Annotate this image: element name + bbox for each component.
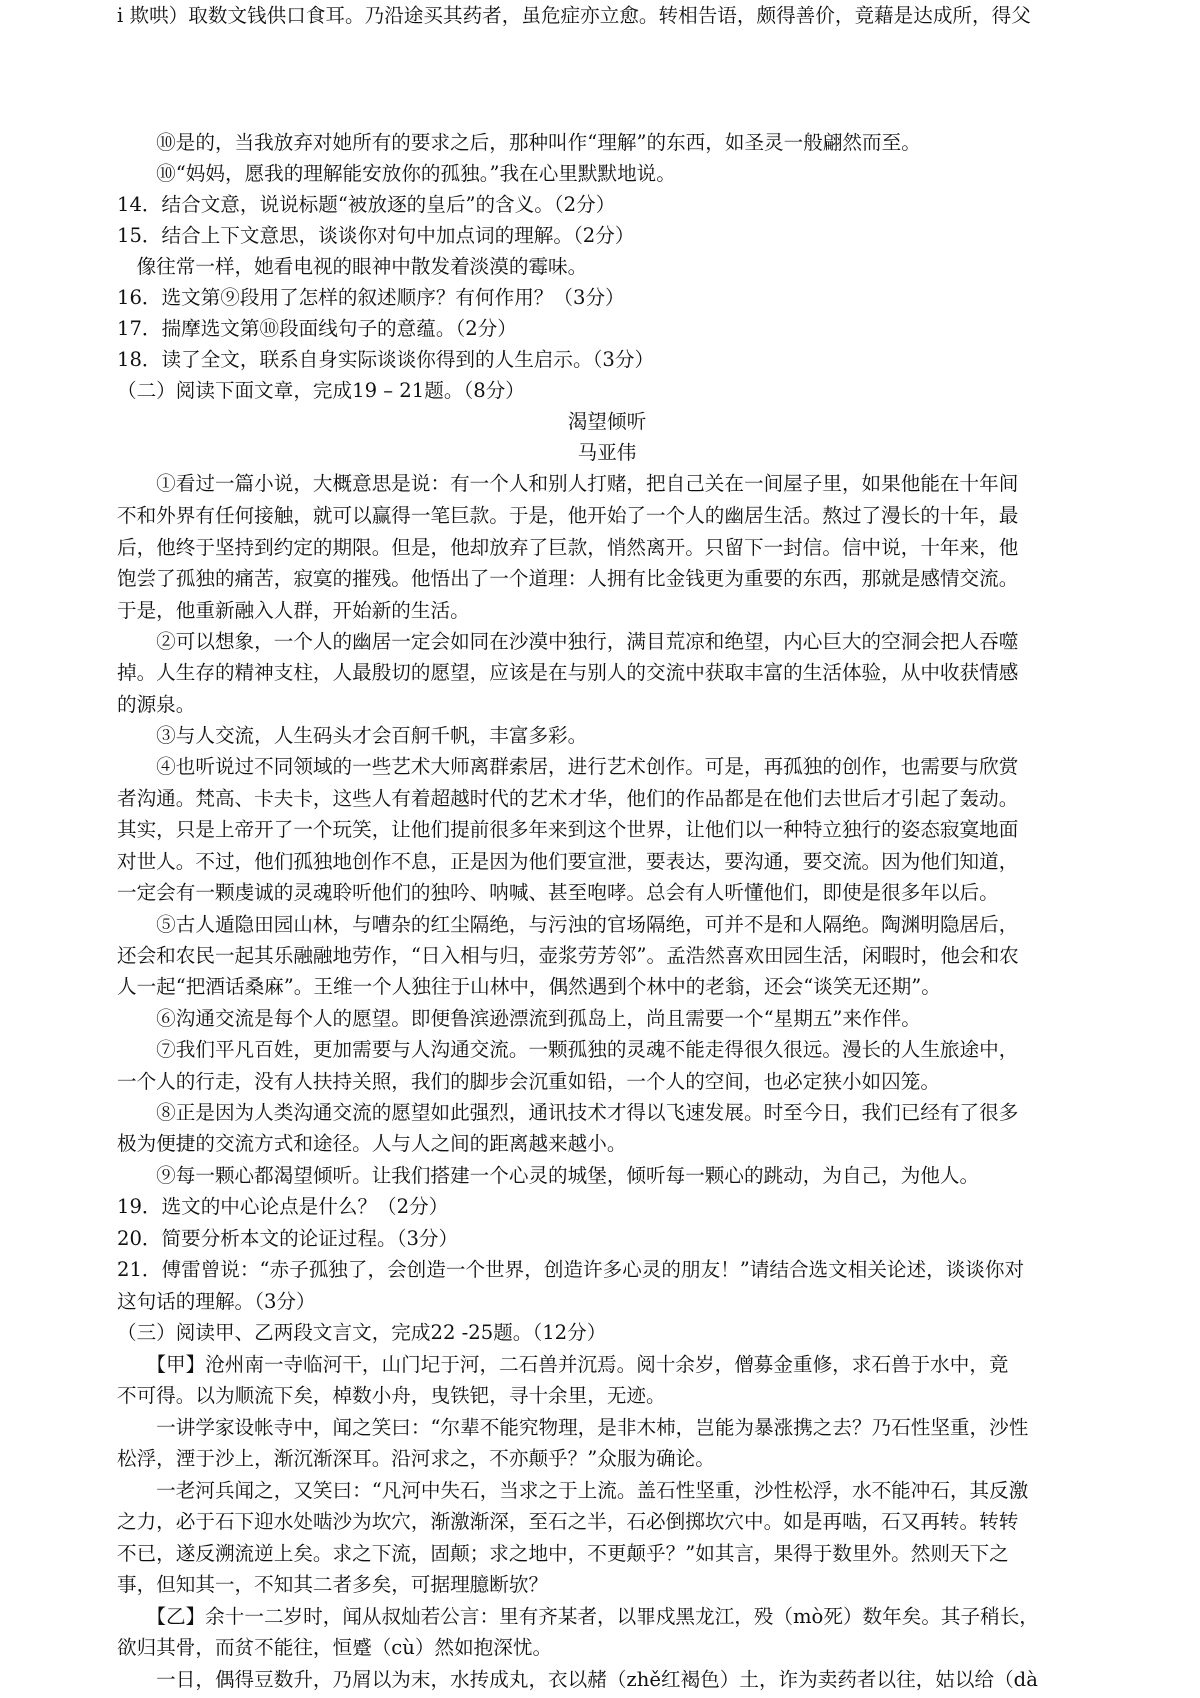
text-line: 像往常一样，她看电视的眼神中散发着淡漠的霉味。	[117, 255, 588, 278]
text-line: 不可得。以为顺流下矣，棹数小舟，曳铁钯，寻十余里，无迹。	[117, 1384, 666, 1407]
text-line: ③与人交流，人生码头才会百舸千帆，丰富多彩。	[117, 724, 588, 747]
article-title: 渴望倾听	[567, 410, 647, 433]
text-line: 这句话的理解。（3分）	[117, 1290, 316, 1313]
text-line: 一日，偶得豆数升，乃屑以为末，水抟成丸，衣以赭（zhě红褐色）土，诈为卖药者以往，姑以给（dà	[117, 1668, 1038, 1691]
text-line: 还会和农民一起其乐融融地劳作，“日入相与归，壶浆劳芳邻”。孟浩然喜欢田园生活，闲暇时，他会和农	[117, 944, 1019, 967]
text-line: 事，但知其一，不知其二者多矣，可据理臆断欤？	[117, 1573, 549, 1596]
text-line: 一讲学家设帐寺中，闻之笑曰：“尔辈不能究物理，是非木杮，岂能为暴涨携之去？乃石性坚重，沙性	[117, 1416, 1029, 1439]
text-line: 人一起“把酒话桑麻”。王维一个人独往于山林中，偶然遇到个林中的老翁，还会“谈笑无还期”。	[117, 975, 941, 998]
text-line: ⑤古人遁隐田园山林，与嘈杂的红尘隔绝，与污浊的官场隔绝，可并不是和人隔绝。陶渊明隐居后，	[117, 913, 1019, 936]
text-line: 18．读了全文，联系自身实际谈谈你得到的人生启示。（3分）	[117, 348, 655, 371]
text-line: 19．选文的中心论点是什么？（2分）	[117, 1195, 449, 1218]
text-line: 掉。人生存的精神支柱，人最殷切的愿望，应该是在与别人的交流中获取丰富的生活体验，从中收获情感	[117, 661, 1019, 684]
text-line: 后，他终于坚持到约定的期限。但是，他却放弃了巨款，悄然离开。只留下一封信。信中说，十年来，他	[117, 536, 1019, 559]
text-line: 14．结合文意，说说标题“被放逐的皇后”的含义。（2分）	[117, 193, 616, 216]
text-line: 16．选文第⑨段用了怎样的叙述顺序？有何作用？（3分）	[117, 286, 625, 309]
text-line: ⑧正是因为人类沟通交流的愿望如此强烈，通讯技术才得以飞速发展。时至今日，我们已经有了很多	[117, 1101, 1019, 1124]
text-line: 【甲】沧州南一寺临河干，山门圮于河，二石兽并沉焉。阅十余岁，僧募金重修，求石兽于水中，竟	[117, 1353, 1009, 1376]
text-line: i 欺哄）取数文钱供口食耳。乃沿途买其药者，虽危症亦立愈。转相告语，颇得善价，竟藉是达成所，得父	[117, 4, 1031, 27]
text-line: ⑨每一颗心都渴望倾听。让我们搭建一个心灵的城堡，倾听每一颗心的跳动，为自己，为他人。	[117, 1164, 980, 1187]
article-author: 马亚伟	[577, 441, 637, 464]
text-line: 一老河兵闻之，又笑曰：“凡河中失石，当求之于上流。盖石性坚重，沙性松浮，水不能冲石，其反激	[117, 1479, 1029, 1502]
text-line: 其实，只是上帝开了一个玩笑，让他们提前很多年来到这个世界，让他们以一种特立独行的姿态寂寞地面	[117, 818, 1019, 841]
text-line: 【乙】余十一二岁时，闻从叔灿若公言：里有齐某者，以罪戍黑龙江，殁（mò死）数年矣。其子稍长，	[117, 1605, 1039, 1628]
text-line: 一个人的行走，没有人扶持关照，我们的脚步会沉重如铅，一个人的空间，也必定狭小如囚笼。	[117, 1070, 940, 1093]
text-line: （二）阅读下面文章，完成19 – 21题。（8分）	[117, 379, 525, 402]
text-line: 20．简要分析本文的论证过程。（3分）	[117, 1227, 459, 1250]
text-line: 者沟通。梵高、卡夫卡，这些人有着超越时代的艺术才华，他们的作品都是在他们去世后才引起了轰动。	[117, 787, 1019, 810]
text-line: ①看过一篇小说，大概意思是说：有一个人和别人打赌，把自己关在一间屋子里，如果他能在十年间	[117, 472, 1019, 495]
text-line: （三）阅读甲、乙两段文言文，完成22 -25题。（12分）	[117, 1321, 607, 1344]
text-line: 于是，他重新融入人群，开始新的生活。	[117, 599, 470, 622]
text-line: 21．傅雷曾说：“赤子孤独了，会创造一个世界，创造许多心灵的朋友！”请结合选文相关论述，谈谈你对	[117, 1258, 1025, 1281]
text-line: 饱尝了孤独的痛苦，寂寞的摧残。他悟出了一个道理：人拥有比金钱更为重要的东西，那就是感情交流。	[117, 567, 1019, 590]
text-line: ⑩“妈妈，愿我的理解能安放你的孤独。”我在心里默默地说。	[117, 162, 676, 185]
text-line: 极为便捷的交流方式和途径。人与人之间的距离越来越小。	[117, 1132, 627, 1155]
text-line: ⑦我们平凡百姓，更加需要与人沟通交流。一颗孤独的灵魂不能走得很久很远。漫长的人生旅途中，	[117, 1038, 1019, 1061]
text-line: 一定会有一颗虔诚的灵魂聆听他们的独吟、呐喊、甚至咆哮。总会有人听懂他们，即使是很多年以后。	[117, 881, 999, 904]
text-line: ②可以想象，一个人的幽居一定会如同在沙漠中独行，满目荒凉和绝望，内心巨大的空洞会把人吞噬	[117, 630, 1019, 653]
text-line: 15．结合上下文意思，谈谈你对句中加点词的理解。（2分）	[117, 224, 635, 247]
text-line: 不和外界有任何接触，就可以赢得一笔巨款。于是，他开始了一个人的幽居生活。熬过了漫长的十年，最	[117, 504, 1019, 527]
text-line: ⑥沟通交流是每个人的愿望。即便鲁滨逊漂流到孤岛上，尚且需要一个“星期五”来作伴。	[117, 1007, 921, 1030]
text-line: 松浮，湮于沙上，渐沉渐深耳。沿河求之，不亦颠乎？”众服为确论。	[117, 1447, 715, 1470]
text-line: 欲归其骨，而贫不能往，恒蹙（cù）然如抱深忧。	[117, 1636, 553, 1659]
text-line: 不已，遂反溯流逆上矣。求之下流，固颠；求之地中，不更颠乎？”如其言，果得于数里外。然则天下之	[117, 1542, 1009, 1565]
text-line: 17．揣摩选文第⑩段面线句子的意蕴。（2分）	[117, 317, 517, 340]
text-line: ④也听说过不同领域的一些艺术大师离群索居，进行艺术创作。可是，再孤独的创作，也需要与欣赏	[117, 755, 1019, 778]
text-line: 对世人。不过，他们孤独地创作不息，正是因为他们要宣泄，要表达，要沟通，要交流。因为他们知道，	[117, 850, 1019, 873]
text-line: ⑩是的，当我放弃对她所有的要求之后，那种叫作“理解”的东西，如圣灵一般翩然而至。	[117, 131, 921, 154]
text-line: 之力，必于石下迎水处啮沙为坎穴，渐激渐深，至石之半，石必倒掷坎穴中。如是再啮，石又再转。转转	[117, 1510, 1019, 1533]
text-line: 的源泉。	[117, 693, 196, 716]
